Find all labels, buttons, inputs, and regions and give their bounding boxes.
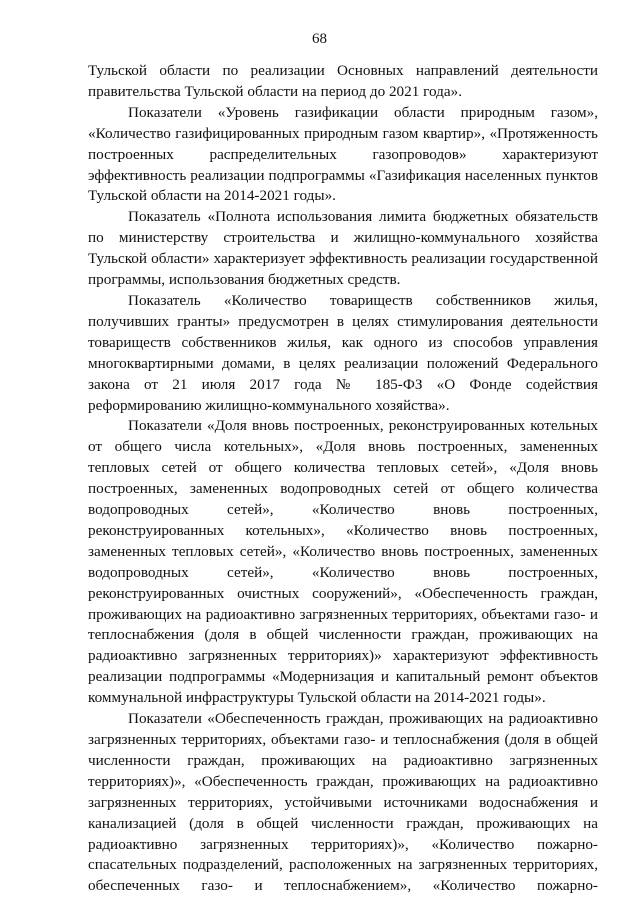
page-number: 68 [312, 31, 327, 47]
paragraph-continuation: Тульской области по реализации Основных направлений деятельности правительства Тульской области на период до 2021 года». [88, 62, 598, 100]
paragraph-budget-limit-indicator: Показатель «Полнота использования лимита бюджетных обязательств по министерству строительства и жилищно-коммунального хозяйства Тульской области» характеризует эффективность реализации государственной программы, использования бюджетных средств. [88, 208, 598, 289]
paragraph-radioactive-territories-indicators: Показатели «Обеспеченность граждан, проживающих на радиоактивно загрязненных территориях, объектами газо- и теплоснабжения (доля в общей численности граждан, проживающих на радиоактивно загрязненных территориях)», «Обеспеченность граждан, проживающих на радиоактивно загрязненных территориях, устойчивыми источниками водоснабжения и канализацией (доля в общей численности граждан, проживающих на радиоактивно загрязненных территориях)», «Количество пожарно-спасательных подразделений, расположенных на загрязненных территориях, обеспеченных газо- и теплоснабжением», «Количество пожарно- [88, 710, 598, 895]
paragraph-gasification-indicators: Показатели «Уровень газификации области природным газом», «Количество газифицированных природным газом квартир», «Протяженность построенных распределительных газопроводов» характеризуют эффективность реализации подпрограммы «Газификация населенных пунктов Тульской области на 2014-2021 годы». [88, 103, 598, 205]
paragraph-hoa-grants-indicator: Показатель «Количество товариществ собственников жилья, получивших гранты» предусмотрен в целях стимулирования деятельности товариществ собственников жилья, как одного из способов управления многоквартирными домами, в целях реализации положений Федерального закона от 21 июля 2017 года № 185-ФЗ «О Фонде содействия реформированию жилищно-коммунального хозяйства». [88, 291, 598, 414]
document-body [88, 61, 598, 897]
paragraph-utilities-modernization-indicators: Показатели «Доля вновь построенных, реконструированных котельных от общего числа котельных», «Доля вновь построенных, замененных тепловых сетей от общего количества тепловых сетей», «Доля вновь построенных, замененных водопроводных сетей от общего количества водопроводных сетей», «Количество вновь построенных, реконструированных котельных», «Количество вновь построенных, замененных тепловых сетей», «Количество вновь построенных, замененных водопроводных сетей», «Количество вновь построенных, реконструированных очистных сооружений», «Обеспеченность граждан, проживающих на радиоактивно загрязненных территориях, объектами газо- и теплоснабжения (доля в общей численности граждан, проживающих на радиоактивно загрязненных территориях)» характеризуют эффективность реализации подпрограммы «Модернизация и капитальный ремонт объектов коммунальной инфраструктуры Тульской области на 2014-2021 годы». [88, 417, 598, 707]
